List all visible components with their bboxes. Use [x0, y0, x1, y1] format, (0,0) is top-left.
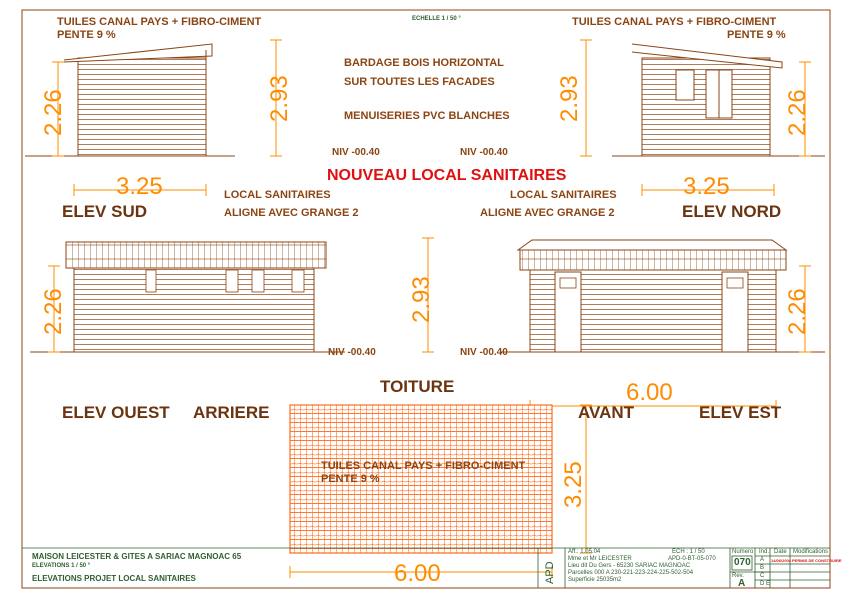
view-label-elev-ouest: ELEV OUEST	[62, 403, 170, 422]
local-note-right-1: LOCAL SANITAIRES	[510, 189, 617, 201]
local-note-left-1: LOCAL SANITAIRES	[224, 189, 331, 201]
roof-plan-note-2: PENTE 9 %	[321, 473, 380, 485]
info-line-3: Lieu dit Du Gers - 65230 SARIAC MAGNOAC	[568, 563, 691, 569]
menuiseries-note: MENUISERIES PVC BLANCHES	[344, 110, 510, 122]
drawing-ech: ECH : 1 / 50	[672, 549, 705, 555]
level-marker-1: NIV -00.40	[332, 147, 380, 158]
dim-est-width: 6.00	[626, 379, 673, 406]
dim-sud-ridge: 2.93	[266, 75, 293, 122]
table-header-modifications: Modifications	[793, 549, 829, 555]
view-label-elev-est: ELEV EST	[699, 403, 782, 422]
dim-sud-height: 2.26	[40, 89, 67, 136]
dim-nord-height: 2.26	[784, 89, 811, 136]
drawing-scale: ECHELLE 1 / 50 °	[412, 16, 461, 22]
rev-row-d: D	[760, 581, 765, 587]
drawing-number: 070	[734, 557, 751, 568]
drawing-code: APD-0-BT-05-070	[668, 556, 716, 562]
rev-label: Rev.	[732, 573, 744, 579]
dim-nord-ridge: 2.93	[556, 75, 583, 122]
dim-middle-ridge: 2.93	[408, 276, 435, 323]
info-line-5: Superficie 25035m2	[568, 577, 622, 583]
local-note-right-2: ALIGNE AVEC GRANGE 2	[480, 207, 615, 219]
local-note-left-2: ALIGNE AVEC GRANGE 2	[224, 207, 359, 219]
title-scale: ELEVATIONS 1 / 50 °	[32, 563, 91, 569]
bardage-note-2: SUR TOUTES LES FACADES	[344, 76, 495, 88]
numero-label: Numero	[732, 549, 754, 555]
view-label-arriere: ARRIERE	[193, 403, 270, 422]
rev-row-b: B	[760, 565, 765, 571]
apd-stamp: APD	[544, 561, 556, 584]
main-title: NOUVEAU LOCAL SANITAIRES	[327, 167, 567, 184]
view-label-toiture: TOITURE	[380, 377, 455, 396]
dim-nord-width: 3.25	[683, 173, 730, 200]
roof-plan-note-1: TUILES CANAL PAYS + FIBRO-CIMENT	[321, 460, 526, 472]
revision-letter: A	[738, 578, 746, 589]
view-label-elev-sud: ELEV SUD	[62, 202, 148, 221]
level-marker-4: NIV -00.40	[460, 347, 508, 358]
drawing-subtitle: ELEVATIONS PROJET LOCAL SANITAIRES	[32, 574, 196, 583]
rev-row-a: A	[760, 557, 765, 563]
view-label-elev-nord: ELEV NORD	[682, 202, 782, 221]
rev-row-e: E	[766, 581, 771, 587]
info-line-4: Parcelles 000 A 230-221-223-224-225-502-504	[568, 570, 694, 576]
project-name: MAISON LEICESTER & GITES A SARIAC MAGNOAC 65	[32, 552, 242, 561]
dim-ouest-height: 2.26	[40, 288, 67, 335]
elevation-ouest	[30, 242, 345, 352]
roof-note-left-1: TUILES CANAL PAYS + FIBRO-CIMENT	[57, 16, 262, 28]
roof-note-right-2: PENTE 9 %	[727, 29, 786, 41]
rev-row-c: C	[760, 573, 765, 579]
first-row-date: 14/06/2004	[771, 558, 792, 563]
elevation-est	[500, 240, 825, 352]
table-header-date: Date	[774, 549, 787, 555]
table-header-ind: Ind.	[759, 549, 770, 555]
bardage-note-1: BARDAGE BOIS HORIZONTAL	[344, 57, 504, 69]
level-marker-3: NIV -00.40	[328, 347, 376, 358]
dim-roof-width: 6.00	[394, 560, 441, 587]
level-marker-2: NIV -00.40	[460, 147, 508, 158]
roof-note-left-2: PENTE 9 %	[57, 29, 116, 41]
first-row-modification: PERMIS DE CONSTRUIRE	[792, 558, 842, 563]
dim-sud-width: 3.25	[116, 173, 163, 200]
roof-note-right-1: TUILES CANAL PAYS + FIBRO-CIMENT	[572, 16, 777, 28]
dim-roof-depth: 3.25	[560, 461, 587, 508]
dim-est-height: 2.26	[784, 288, 811, 335]
view-label-avant: AVANT	[578, 403, 635, 422]
info-line-1: Aff.: 1.05.04	[568, 549, 601, 555]
info-line-2: Mme et Mr LEICESTER	[568, 556, 632, 562]
